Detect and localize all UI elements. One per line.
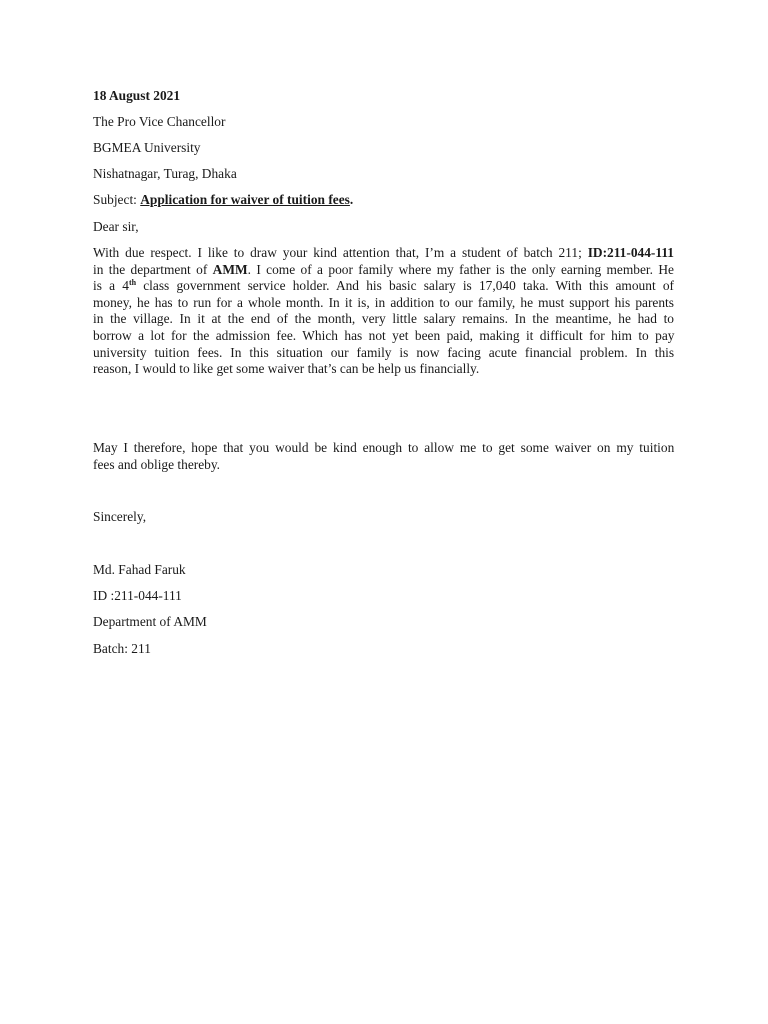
body-text: class government service holder. And his basic salary is 17,040 taka. With this amount of <box>136 278 674 294</box>
subject-label: Subject: <box>93 192 141 207</box>
body-line: borrow a lot for the admission fee. Which has not yet been paid, making it difficult for him to pay <box>93 327 675 343</box>
closing-paragraph <box>93 440 674 473</box>
salutation: Dear sir, <box>93 219 139 234</box>
signature-name: Md. Fahad Faruk <box>93 562 186 577</box>
body-text: is a 4 <box>93 278 129 294</box>
signature-batch: Batch: 211 <box>93 641 151 656</box>
closing-line: fees and oblige thereby. <box>93 456 221 472</box>
recipient-institution: BGMEA University <box>93 140 201 155</box>
body-line: university tuition fees. In this situation our family is now facing acute financial problem. In this <box>93 344 675 360</box>
body-text: . I come of a poor family where my father is the only earning member. He <box>247 261 674 277</box>
body-line <box>93 262 674 279</box>
body-text: With due respect. I like to draw your kind attention that, I’m a student of batch 211; <box>93 245 588 260</box>
body-paragraph <box>93 245 674 378</box>
subject-period: . <box>349 192 354 207</box>
body-text: in the department of <box>93 261 213 277</box>
department-name: AMM <box>212 261 248 277</box>
ordinal-suffix: th <box>128 278 137 288</box>
recipient-title: The Pro Vice Chancellor <box>93 114 226 129</box>
signature-id: ID :211-044-111 <box>93 588 182 603</box>
body-line: reason, I would to like get some waiver that’s can be help us financially. <box>93 361 480 377</box>
valediction: Sincerely, <box>93 509 147 524</box>
recipient-address: Nishatnagar, Turag, Dhaka <box>93 166 237 181</box>
closing-line: May I therefore, hope that you would be kind enough to allow me to get some waiver on my tuition <box>93 440 675 455</box>
signature-department: Department of AMM <box>93 614 207 629</box>
body-line: in the village. In it at the end of the month, very little salary remains. In the meantime, he had to <box>93 311 674 327</box>
student-id: ID:211-044-111 <box>587 245 674 260</box>
body-line: money, he has to run for a whole month. In it is, in addition to our family, he must support his parents <box>93 294 674 310</box>
subject-text: Application for waiver of tuition fees <box>140 192 350 207</box>
letter-date: 18 August 2021 <box>93 88 181 103</box>
body-line <box>93 245 674 262</box>
subject-line <box>93 192 353 208</box>
body-line <box>93 278 674 295</box>
